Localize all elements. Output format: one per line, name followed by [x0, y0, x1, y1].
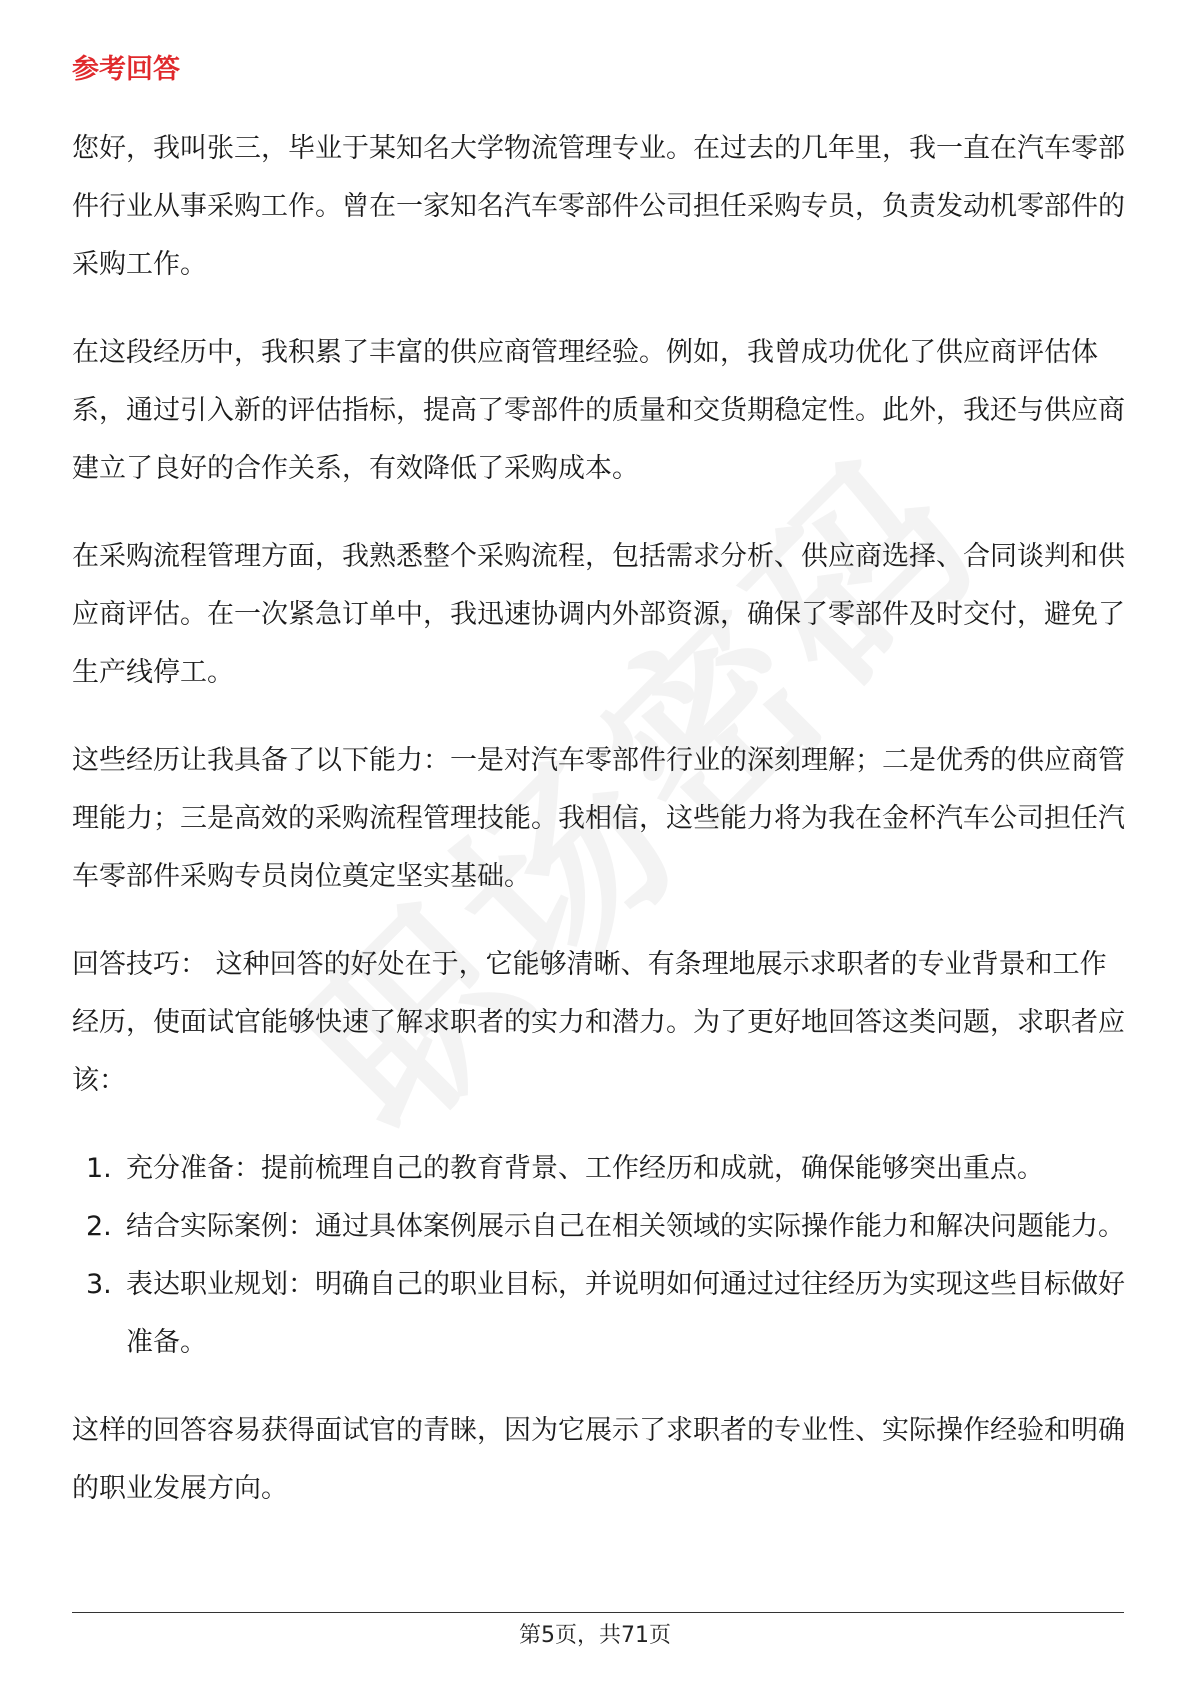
list-item-number: 3.	[86, 1269, 112, 1300]
paragraph-supplier-experience: 在这段经历中，我积累了丰富的供应商管理经验。例如，我曾成功优化了供应商评估体系，通过引入新的评估指标，提高了零部件的质量和交货期稳定性。此外，我还与供应商建立了良好的合作关系，有效降低了采购成本。	[72, 337, 1125, 484]
list-item	[72, 1198, 1132, 1256]
tips-list	[72, 1140, 1132, 1372]
list-item-number: 2.	[86, 1211, 112, 1242]
answer-content	[72, 120, 1132, 1548]
list-item-text: 充分准备：提前梳理自己的教育背景、工作经历和成就，确保能够突出重点。	[126, 1153, 1044, 1184]
list-item-text: 结合实际案例：通过具体案例展示自己在相关领域的实际操作能力和解决问题能力。	[126, 1211, 1125, 1242]
section-heading: 参考回答	[72, 54, 180, 85]
paragraph-intro: 您好，我叫张三，毕业于某知名大学物流管理专业。在过去的几年里，我一直在汽车零部件行业从事采购工作。曾在一家知名汽车零部件公司担任采购专员，负责发动机零部件的采购工作。	[72, 133, 1125, 280]
paragraph-abilities: 这些经历让我具备了以下能力：一是对汽车零部件行业的深刻理解；二是优秀的供应商管理能力；三是高效的采购流程管理技能。我相信，这些能力将为我在金杯汽车公司担任汽车零部件采购专员岗位奠定坚实基础。	[72, 745, 1125, 892]
list-item-number: 1.	[86, 1153, 112, 1184]
paragraph-closing: 这样的回答容易获得面试官的青睐，因为它展示了求职者的专业性、实际操作经验和明确的职业发展方向。	[72, 1415, 1125, 1504]
footer-divider	[72, 1612, 1124, 1613]
page-number: 第5页，共71页	[519, 1623, 671, 1648]
list-item	[72, 1140, 1132, 1198]
paragraph-process-management: 在采购流程管理方面，我熟悉整个采购流程，包括需求分析、供应商选择、合同谈判和供应商评估。在一次紧急订单中，我迅速协调内外部资源，确保了零部件及时交付，避免了生产线停工。	[72, 541, 1125, 688]
list-item-text: 表达职业规划：明确自己的职业目标，并说明如何通过过往经历为实现这些目标做好准备。	[126, 1269, 1125, 1358]
paragraph-answer-tips: 回答技巧： 这种回答的好处在于，它能够清晰、有条理地展示求职者的专业背景和工作经历，使面试官能够快速了解求职者的实力和潜力。为了更好地回答这类问题，求职者应该：	[72, 949, 1125, 1096]
list-item	[72, 1256, 1132, 1372]
